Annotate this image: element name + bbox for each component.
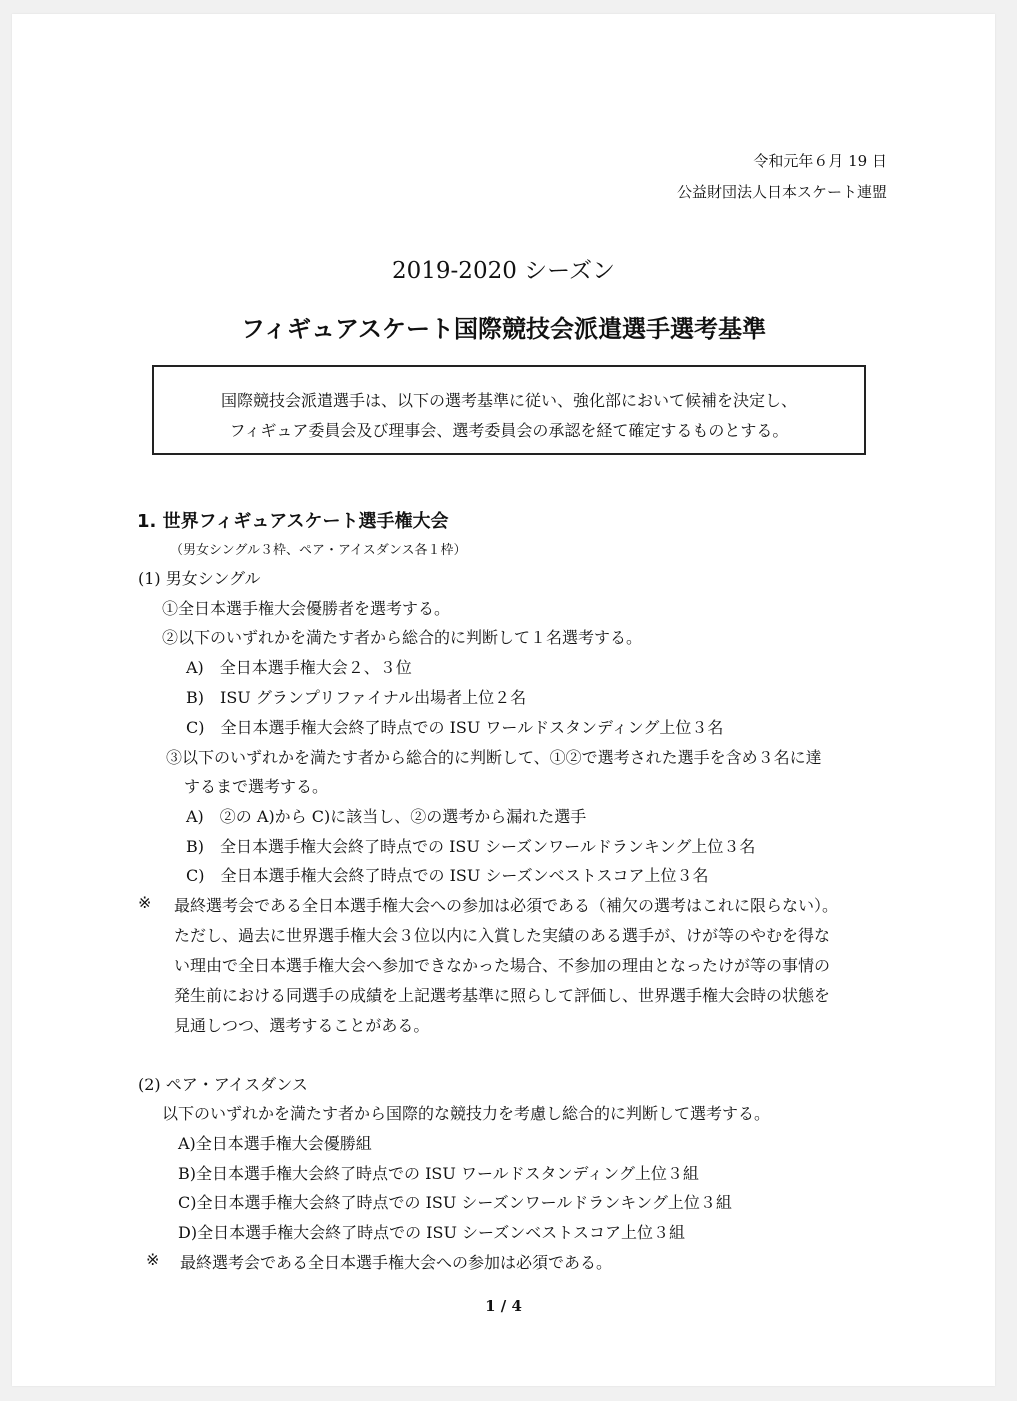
- criterion-3-c: C) 全日本選手権大会終了時点での ISU シーズンベストスコア上位３名: [186, 866, 709, 885]
- section-1-heading: 1. 世界フィギュアスケート選手権大会: [137, 511, 449, 532]
- pair-criterion-a: A)全日本選手権大会優勝組: [178, 1134, 372, 1153]
- note-line-3: い理由で全日本選手権大会へ参加できなかった場合、不参加の理由となったけが等の事情の: [174, 956, 831, 975]
- pair-criterion-b: B)全日本選手権大会終了時点での ISU ワールドスタンディング上位３組: [178, 1164, 699, 1183]
- pair-criterion-d: D)全日本選手権大会終了時点での ISU シーズンベストスコア上位３組: [178, 1223, 686, 1242]
- criterion-3-line-2: するまで選考する。: [184, 777, 329, 796]
- criterion-3-a: A) ②の A)から C)に該当し、②の選考から漏れた選手: [186, 807, 587, 826]
- note-mark: ※: [138, 893, 152, 912]
- notice-line-2: フィギュア委員会及び理事会、選考委員会の承認を経て確定するものとする。: [229, 421, 789, 440]
- pair-note: 最終選考会である全日本選手権大会への参加は必須である。: [180, 1253, 613, 1272]
- subsection-1-heading: (1) 男女シングル: [138, 569, 261, 588]
- section-1-quota: （男女シングル３枠、ペア・アイスダンス各１枠）: [170, 543, 467, 558]
- criterion-2-c: C) 全日本選手権大会終了時点での ISU ワールドスタンディング上位３名: [186, 718, 724, 737]
- criterion-3-line-1: ③以下のいずれかを満たす者から総合的に判断して、①②で選考された選手を含め３名に達: [166, 748, 822, 767]
- note-line-1: 最終選考会である全日本選手権大会への参加は必須である（補欠の選考はこれに限らない）。: [174, 896, 839, 915]
- criterion-2: ②以下のいずれかを満たす者から総合的に判断して１名選考する。: [162, 628, 643, 647]
- note-line-2: ただし、過去に世界選手権大会３位以内に入賞した実績のある選手が、けが等のやむを得な: [174, 926, 831, 945]
- pair-criterion-c: C)全日本選手権大会終了時点での ISU シーズンワールドランキング上位３組: [178, 1193, 732, 1212]
- criterion-1: ①全日本選手権大会優勝者を選考する。: [162, 599, 451, 618]
- notice-box: [152, 365, 866, 455]
- note-line-5: 見通しつつ、選考することがある。: [174, 1016, 430, 1035]
- notice-line-1: 国際競技会派遣選手は、以下の選考基準に従い、強化部において候補を決定し、: [220, 391, 797, 410]
- criterion-3-b: B) 全日本選手権大会終了時点での ISU シーズンワールドランキング上位３名: [186, 837, 756, 856]
- subsection-2-heading: (2) ペア・アイスダンス: [138, 1075, 308, 1094]
- document-date: 令和元年６月 19 日: [753, 152, 887, 170]
- document-page: [12, 14, 995, 1386]
- criterion-2-a: A) 全日本選手権大会２、３位: [186, 658, 412, 677]
- note-line-4: 発生前における同選手の成績を上記選考基準に照らして評価し、世界選手権大会時の状態を: [174, 986, 831, 1005]
- subsection-2-intro: 以下のいずれかを満たす者から国際的な競技力を考慮し総合的に判断して選考する。: [162, 1104, 771, 1123]
- criterion-2-b: B) ISU グランプリファイナル出場者上位２名: [186, 688, 527, 707]
- pair-note-mark: ※: [146, 1250, 160, 1269]
- season-title: 2019-2020 シーズン: [392, 258, 615, 284]
- document-title: フィギュアスケート国際競技会派遣選手選考基準: [240, 314, 767, 343]
- page-number: 1 / 4: [485, 1297, 522, 1315]
- organization-name: 公益財団法人日本スケート連盟: [676, 183, 887, 201]
